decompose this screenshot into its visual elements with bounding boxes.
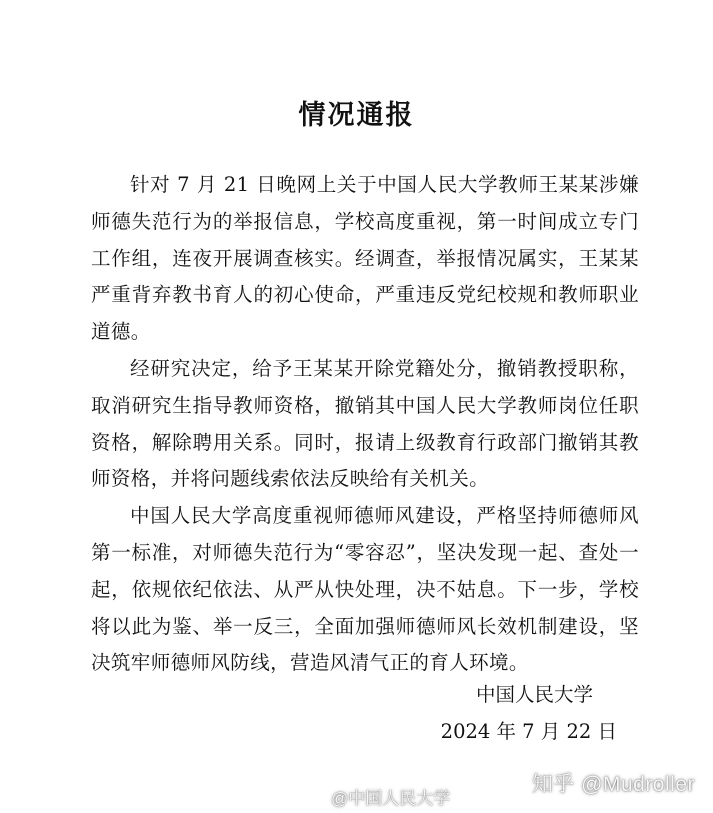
document-body [91, 167, 639, 682]
signature-date: 2024 年 7 月 22 日 [440, 720, 617, 743]
weibo-logo-icon [305, 788, 327, 806]
zhihu-watermark: 知乎 @Mudroller [531, 773, 695, 796]
signature-block [441, 676, 617, 750]
signature-organization: 中国人民大学 [475, 683, 593, 706]
document-title: 情况通报 [298, 100, 415, 131]
weibo-watermark [305, 784, 450, 809]
weibo-watermark-text: @中国人民大学 [331, 789, 451, 808]
paragraph-2: 经研究决定，给予王某某开除党籍处分，撤销教授职称，取消研究生指导教师资格，撤销其中国人民大学教师岗位任职资格，解除聘用关系。同时，报请上级教育行政部门撤销其教师资格，并将问题线索依法反映给有关机关。 [91, 356, 639, 491]
paragraph-3: 中国人民大学高度重视师德师风建设，严格坚持师德师风第一标准，对师德失范行为“零容忍”，坚决发现一起、查处一起，依规依纪依法、从严从快处理，决不姑息。下一步，学校将以此为鉴、举一反三，全面加强师德师风长效机制建设，坚决筑牢师德师风防线，营造风清气正的育人环境。 [91, 504, 639, 675]
paragraph-1: 针对 7 月 21 日晚网上关于中国人民大学教师王某某涉嫌师德失范行为的举报信息，学校高度重视，第一时间成立专门工作组，连夜开展调查核实。经调查，举报情况属实，王某某严重背弃教书育人的初心使命，严重违反党纪校规和教师职业道德。 [91, 173, 639, 344]
